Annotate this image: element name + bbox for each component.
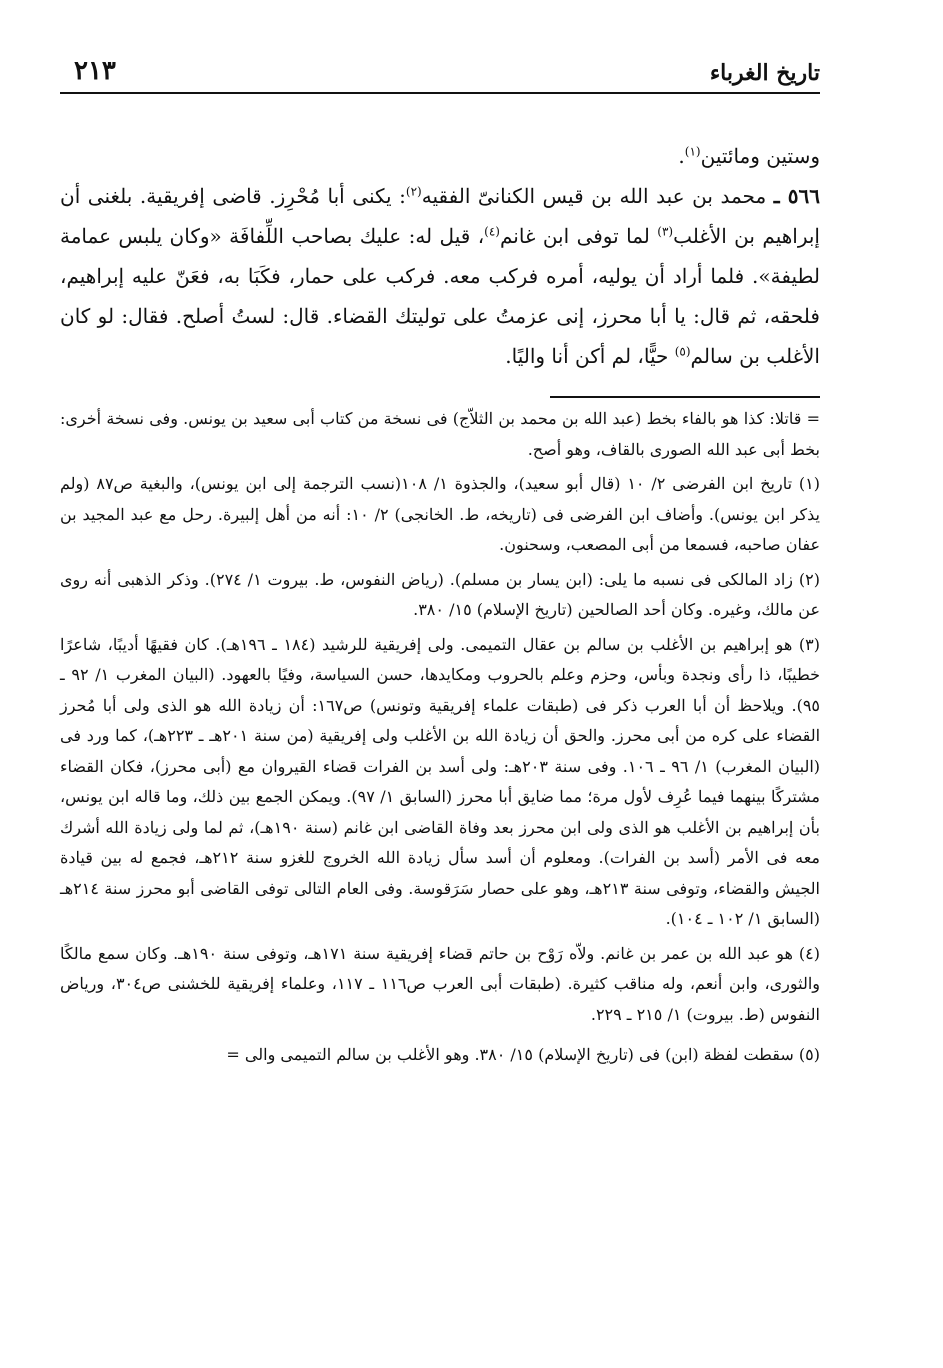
continuation-end: . [678,144,685,168]
footnote-4 [60,939,820,1031]
footnote-ref-5: (٥) [674,344,691,359]
entry-text-2: : يكنى أبا مُحْرِز. قاضى إفريقية. بلغنى أن إبراهيم بن الأغلب [60,184,820,248]
entry-text-4: ، قيل له: عليك بصاحب اللِّفافَة «وكان يلبس عمامة لطيفة». فلما أراد أن يوليه، أمره فركب معه. فركب على حمار، فكَبَا به، فعَنّ عليه إبراهيم، فلحقه، ثم قال: يا أبا محرز، إنى عزمتُ على توليتك القضاء. قال: لستُ أصلح. فقال: لو كان الأغلب بن سالم [60,224,820,368]
entry-text-3: لما توفى ابن غانم [499,224,650,248]
footnote-2 [60,565,820,626]
footnote-text: هو إبراهيم بن الأغلب بن سالم بن عقال التميمى. ولى إفريقية للرشيد (١٨٤ ـ ١٩٦هـ). كان فقيهًا أديبًا، شاعرًا خطيبًا، ذا رأى ونجدة وبأس، وحزم وعلم بالحروب ومكايدها، حسن السياسة، وفيًا بالعهود. (البيان المغرب ١/ ٩٢ ـ ٩٥). ويلاحظ أن أبا العرب ذكر فى (طبقات علماء إفريقية وتونس) ص١٦٧: أن زيادة الله هو الذى ولى أبا مُحرز القضاء على كره من أبى محرز. والحق أن زيادة الله بن الأغلب ولى إفريقية (من سنة ٢٠١هـ ـ ٢٢٣هـ)، كما ورد فى (البيان المغرب) ١/ ٩٦ ـ ١٠٦. وفى سنة ٢٠٣هـ: ولى أسد بن الفرات قضاء القيروان مع (أبى محرز)، فكان القضاء مشتركًا بينهما فيما عُرِف لأول مرة؛ مما ضايق أبا محرز (السابق ١/ ٩٧). ويمكن الجمع بين ذلك، وما قاله ابن يونس، بأن إبراهيم بن الأغلب هو الذى ولى ابن محرز بعد وفاة القاضى ابن غانم (سنة ١٩٠هـ)، ثم لما ولى زيادة الله أشرك معه فى الأمر (أسد بن الفرات). ومعلوم أن أسد سأل زيادة الله الخروج للغزو سنة ٢١٢هـ، فجمع له بين قيادة الجيش والقضاء، وتوفى سنة ٢١٣هـ، وهو على حصار سَرَقوسة. وفى العام التالى توفى القاضى أبو محرز سنة ٢١٤هـ (السابق ١/ ١٠٢ ـ ١٠٤). [60,634,821,928]
footnote-marker: (٤) [798,943,821,963]
footnote-text: سقطت لفظة (ابن) فى (تاريخ الإسلام) ١٥/ ٣٨٠. وهو الأغلب بن سالم التميمى والى = [226,1045,794,1064]
entry-566 [60,176,820,376]
footnote-text: زاد المالكى فى نسبه ما يلى: (ابن يسار بن مسلم). (رياض النفوس، ط. بيروت ١/ ٢٧٤). وذكر الذهبى أنه روى عن مالك، وغيره. وكان أحد الصالحين (تاريخ الإسلام) ١٥/ ٣٨٠. [60,569,820,619]
footnote-marker: (٥) [798,1045,820,1064]
footnote-ref-4: (٤) [484,224,500,239]
footnote-ref-3: (٣) [657,224,674,239]
footnote-ref-2: (٢) [405,184,422,199]
running-header [60,52,820,94]
continuation-line [60,136,820,176]
continuation-text: وستين ومائتين [700,144,820,168]
running-title: تاريخ الغرباء [709,60,820,86]
footnote-text: تاريخ ابن الفرضى ٢/ ١٠ (قال أبو سعيد)، والجذوة ١/ ١٠٨(نسب الترجمة إلى ابن يونس)، والبغية ص٨٧ (ولم يذكر ابن يونس). وأضاف ابن الفرضى فى (تاريخه، ط. الخانجى) ٢/ ١٠: أنه من أهل إلبيرة. رحل مع عبد المجيد بن عفان صاحبه، فسمعا من أبى المصعب، وسحنون. [60,474,820,554]
footnote-3 [60,630,820,935]
main-text [60,136,820,376]
footnote-text: هو عبد الله بن عمر بن غانم. ولاّه رَوْح بن حاتم قضاء إفريقية سنة ١٧١هـ، وتوفى سنة ١٩٠هـ. وكان سمع مالكًا والثورى، وابن أنعم، وله مناقب كثيرة. (طبقات أبى العرب ص١١٦ ـ ١١٧، وعلماء إفريقية للخشنى ص٣٠٤، ورياض النفوس (ط. بيروت) ١/ ٢١٥ ـ ٢٢٩. [60,943,820,1024]
entry-number: ٥٦٦ ـ [773,184,820,208]
footnote-continued: = قاتلا: كذا هو بالفاء بخط (عبد الله بن محمد بن الثلاّج) فى نسخة من كتاب أبى سعيد بن يونس. وفى نسخة أخرى: بخط أبى عبد الله الصورى بالقاف، وهو أصح. [60,409,821,459]
footnote-1 [60,469,820,561]
footnote-marker: (١) [798,474,821,493]
footnote-ref-1: (١) [684,144,701,159]
entry-text-1: محمد بن عبد الله بن قيس الكنانىّ الفقيه [421,184,767,208]
footnote-divider [550,396,820,398]
footnote-marker: (٢) [798,569,821,589]
page-number: ٢١٣ [74,56,116,86]
book-page [60,52,820,1075]
entry-text-5: حيًّا، لم أكن أنا واليًا. [505,344,669,368]
footnotes [60,404,820,1071]
footnote-5 [60,1040,820,1071]
footnote-marker: (٣) [798,634,820,654]
